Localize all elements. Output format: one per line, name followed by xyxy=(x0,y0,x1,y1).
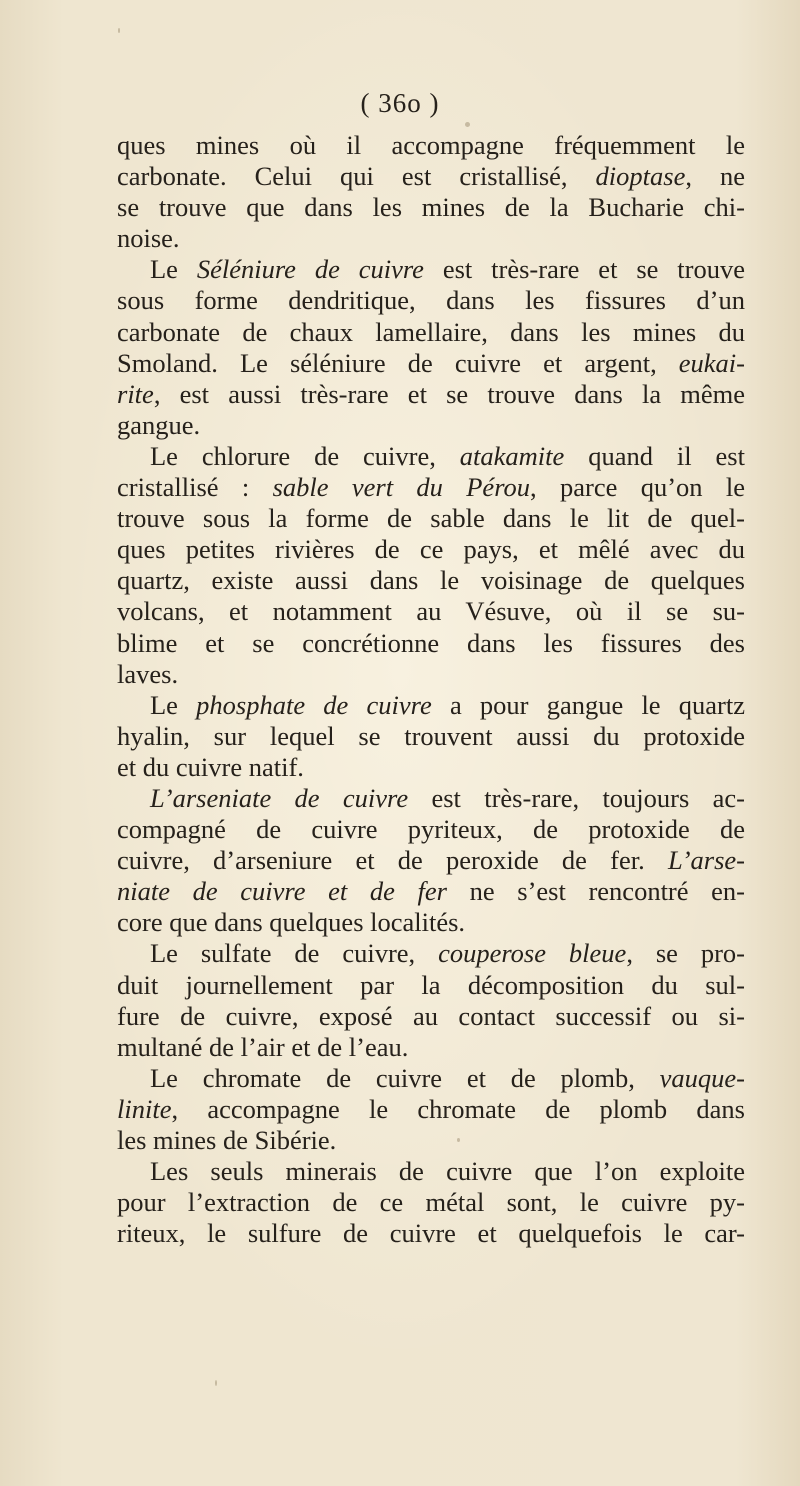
text-segment: sous forme dendritique, dans les fissures d’un xyxy=(117,285,745,316)
text-segment: compagné de cuivre pyriteux, de protoxide de xyxy=(117,814,745,845)
text-line xyxy=(117,970,745,1001)
text-segment: est très-rare et se trouve xyxy=(423,254,745,285)
text-segment: duit journellement par la décomposition du sul- xyxy=(117,969,745,1000)
text-segment: Le chlorure de cuivre, xyxy=(150,440,460,471)
text-line xyxy=(117,907,745,938)
italic-term: phosphate de cuivre xyxy=(196,689,432,720)
text-line xyxy=(117,503,745,534)
text-segment: a pour gangue le quartz xyxy=(431,689,745,720)
body-text xyxy=(117,130,745,1249)
italic-term: couperose bleue xyxy=(438,938,627,969)
text-line xyxy=(117,721,745,752)
text-line xyxy=(117,410,745,441)
italic-term: atakamite xyxy=(459,440,565,471)
text-line xyxy=(117,192,745,223)
text-segment: se trouve que dans les mines de la Bucharie chi- xyxy=(117,192,745,223)
text-line xyxy=(117,223,745,254)
text-segment: est très-rare, toujours ac- xyxy=(408,782,745,813)
text-segment: cuivre, d’arseniure et de peroxide de fer. xyxy=(117,845,668,876)
text-segment: Le sulfate de cuivre, xyxy=(150,938,439,969)
text-segment: , ne xyxy=(685,161,746,192)
italic-term: eukai- xyxy=(678,347,745,378)
text-line xyxy=(117,1156,745,1187)
text-line xyxy=(117,1001,745,1032)
page-number: ( 36o ) xyxy=(360,88,440,118)
italic-term: Séléniure de cuivre xyxy=(196,254,424,285)
text-segment: hyalin, sur lequel se trouvent aussi du protoxide xyxy=(117,720,745,751)
text-line xyxy=(117,814,745,845)
text-line xyxy=(117,317,745,348)
italic-term: niate de cuivre et de fer xyxy=(117,876,447,907)
text-segment: Les seuls minerais de cuivre que l’on exploite xyxy=(150,1156,745,1187)
italic-term: linite xyxy=(117,1093,172,1124)
text-line xyxy=(117,1125,745,1156)
text-line xyxy=(117,1063,745,1094)
italic-term: L’arse- xyxy=(667,845,745,876)
text-line xyxy=(117,596,745,627)
text-segment: blime et se concrétionne dans les fissures des xyxy=(117,627,745,658)
text-segment: , se pro- xyxy=(626,938,745,969)
text-segment: Le xyxy=(150,254,197,285)
text-line xyxy=(117,285,745,316)
text-segment: , accompagne le chromate de plomb dans xyxy=(171,1093,745,1124)
text-line xyxy=(117,1218,745,1249)
text-line xyxy=(117,1187,745,1218)
text-segment: pour l’extraction de ce métal sont, le cuivre py- xyxy=(117,1187,745,1218)
text-segment: ques petites rivières de ce pays, et mêlé avec du xyxy=(117,534,745,565)
text-line xyxy=(117,1032,745,1063)
italic-term: dioptase xyxy=(595,161,686,192)
text-segment: Le chromate de cuivre et de plomb, xyxy=(150,1062,660,1093)
text-segment: noise. xyxy=(117,223,180,254)
text-line xyxy=(117,1094,745,1125)
paper-speck xyxy=(465,122,470,127)
text-segment: laves. xyxy=(117,658,179,689)
text-segment: carbonate de chaux lamellaire, dans les mines du xyxy=(117,316,745,347)
text-line xyxy=(117,876,745,907)
text-line xyxy=(117,565,745,596)
text-line xyxy=(117,441,745,472)
text-line xyxy=(117,628,745,659)
text-line xyxy=(117,534,745,565)
text-line xyxy=(117,472,745,503)
italic-term: sable vert du Pérou xyxy=(272,472,531,503)
text-segment: cristallisé : xyxy=(117,472,273,503)
text-line xyxy=(117,161,745,192)
text-segment: et du cuivre natif. xyxy=(117,751,304,782)
paper-speck xyxy=(215,1380,217,1386)
text-segment: quartz, existe aussi dans le voisinage de quelques xyxy=(117,565,745,596)
text-segment: trouve sous la forme de sable dans le lit de quel- xyxy=(117,503,745,534)
text-line xyxy=(117,659,745,690)
text-line xyxy=(117,752,745,783)
text-segment: les mines de Sibérie. xyxy=(117,1125,337,1155)
text-segment: Le xyxy=(150,689,197,720)
text-line xyxy=(117,783,745,814)
text-segment: riteux, le sulfure de cuivre et quelquefois le car- xyxy=(117,1218,745,1249)
text-segment: carbonate. Celui qui est cristallisé, xyxy=(117,161,596,192)
text-line xyxy=(117,845,745,876)
text-line xyxy=(117,938,745,969)
text-line xyxy=(117,348,745,379)
italic-term: vauque- xyxy=(659,1062,745,1093)
text-segment: Smoland. Le séléniure de cuivre et argent, xyxy=(117,347,679,378)
text-segment: gangue. xyxy=(117,409,201,440)
text-segment: fure de cuivre, exposé au contact successif ou si- xyxy=(117,1000,745,1031)
text-segment: multané de l’air et de l’eau. xyxy=(117,1031,409,1062)
text-line xyxy=(117,690,745,721)
text-segment: volcans, et notamment au Vésuve, où il se su- xyxy=(117,596,745,627)
text-line xyxy=(117,379,745,410)
paper-speck xyxy=(118,28,120,33)
text-segment: , parce qu’on le xyxy=(530,472,745,503)
text-line xyxy=(117,254,745,285)
italic-term: L’arseniate de cuivre xyxy=(150,782,409,813)
text-segment: ques mines où il accompagne fréquemment le xyxy=(117,130,745,160)
text-segment: core que dans quelques localités. xyxy=(117,907,466,938)
italic-term: rite xyxy=(117,378,154,409)
text-segment: ne s’est rencontré en- xyxy=(446,876,745,907)
text-segment: quand il est xyxy=(564,440,745,471)
text-line xyxy=(117,130,745,161)
text-segment: , est aussi très-rare et se trouve dans la même xyxy=(153,378,745,409)
